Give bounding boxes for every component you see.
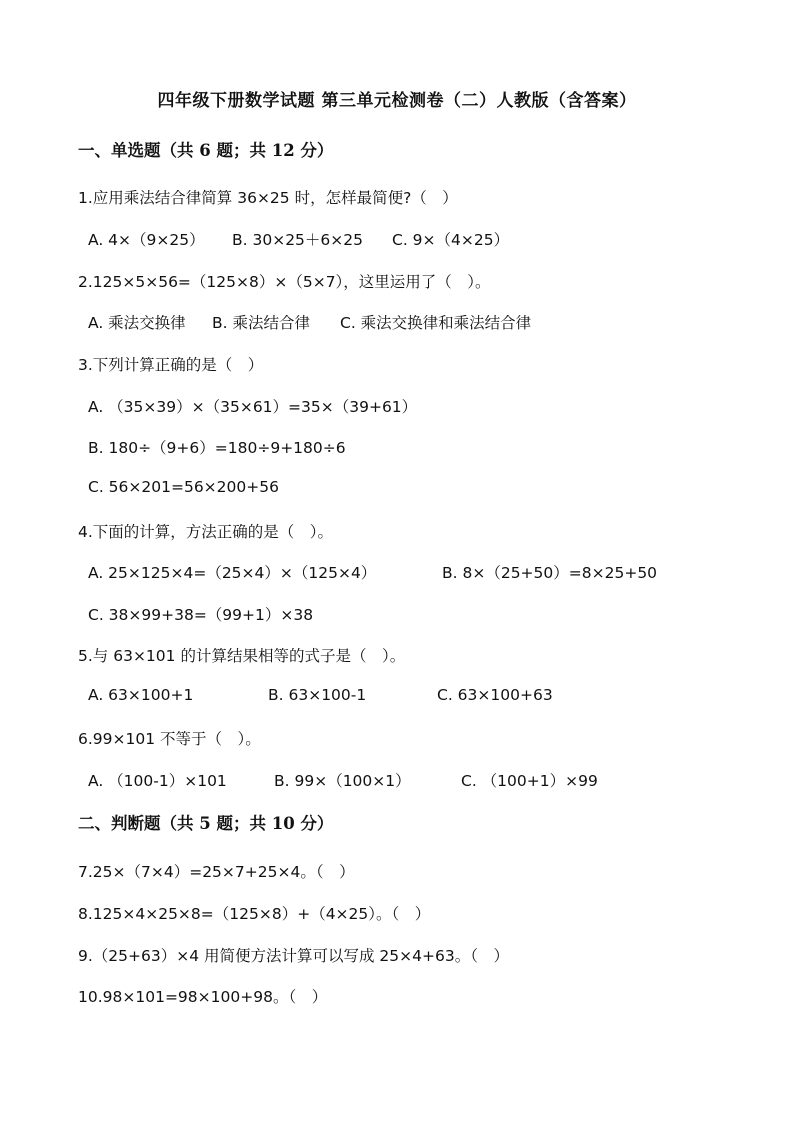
option-4c: C. 38×99+38=（99+1）×38	[88, 606, 314, 624]
question-8: 8.125×4×25×8=（125×8）+（4×25）。（ ）	[78, 905, 431, 923]
option-3a: A. （35×39）×（35×61）=35×（39+61）	[88, 398, 418, 416]
option-2c: C. 乘法交换律和乘法结合律	[340, 314, 532, 332]
question-7: 7.25×（7×4）=25×7+25×4。（ ）	[78, 863, 355, 881]
option-1a: A. 4×（9×25）	[88, 231, 205, 249]
option-6a: A. （100-1）×101	[88, 772, 227, 790]
question-5: 5.与 63×101 的计算结果相等的式子是（ ）。	[78, 647, 406, 665]
question-1: 1.应用乘法结合律简算 36×25 时，怎样最简便?（ ）	[78, 189, 458, 207]
question-10: 10.98×101=98×100+98。（ ）	[78, 988, 328, 1006]
question-2: 2.125×5×56=（125×8）×（5×7），这里运用了（ ）。	[78, 273, 491, 291]
option-5a: A. 63×100+1	[88, 686, 194, 704]
option-5b: B. 63×100-1	[268, 686, 367, 704]
option-6c: C. （100+1）×99	[461, 772, 598, 790]
question-6: 6.99×101 不等于（ ）。	[78, 730, 261, 748]
question-4: 4.下面的计算，方法正确的是（ ）。	[78, 523, 334, 541]
option-6b: B. 99×（100×1）	[274, 772, 411, 790]
option-4a: A. 25×125×4=（25×4）×（125×4）	[88, 564, 377, 582]
option-1c: C. 9×（4×25）	[392, 231, 510, 249]
option-2b: B. 乘法结合律	[212, 314, 310, 332]
section-heading-single-choice: 一、单选题（共 6 题；共 12 分）	[78, 141, 334, 160]
question-3: 3.下列计算正确的是（ ）	[78, 356, 264, 374]
option-4b: B. 8×（25+50）=8×25+50	[442, 564, 658, 582]
option-3b: B. 180÷（9+6）=180÷9+180÷6	[88, 439, 346, 457]
option-3c: C. 56×201=56×200+56	[88, 478, 279, 496]
option-1b: B. 30×25＋6×25	[232, 231, 363, 249]
option-5c: C. 63×100+63	[437, 686, 553, 704]
page-title: 四年级下册数学试题 第三单元检测卷（二）人教版（含答案）	[157, 91, 637, 111]
section-heading-true-false: 二、判断题（共 5 题；共 10 分）	[78, 814, 334, 833]
option-2a: A. 乘法交换律	[88, 314, 186, 332]
question-9: 9.（25+63）×4 用简便方法计算可以写成 25×4+63。（ ）	[78, 947, 509, 965]
